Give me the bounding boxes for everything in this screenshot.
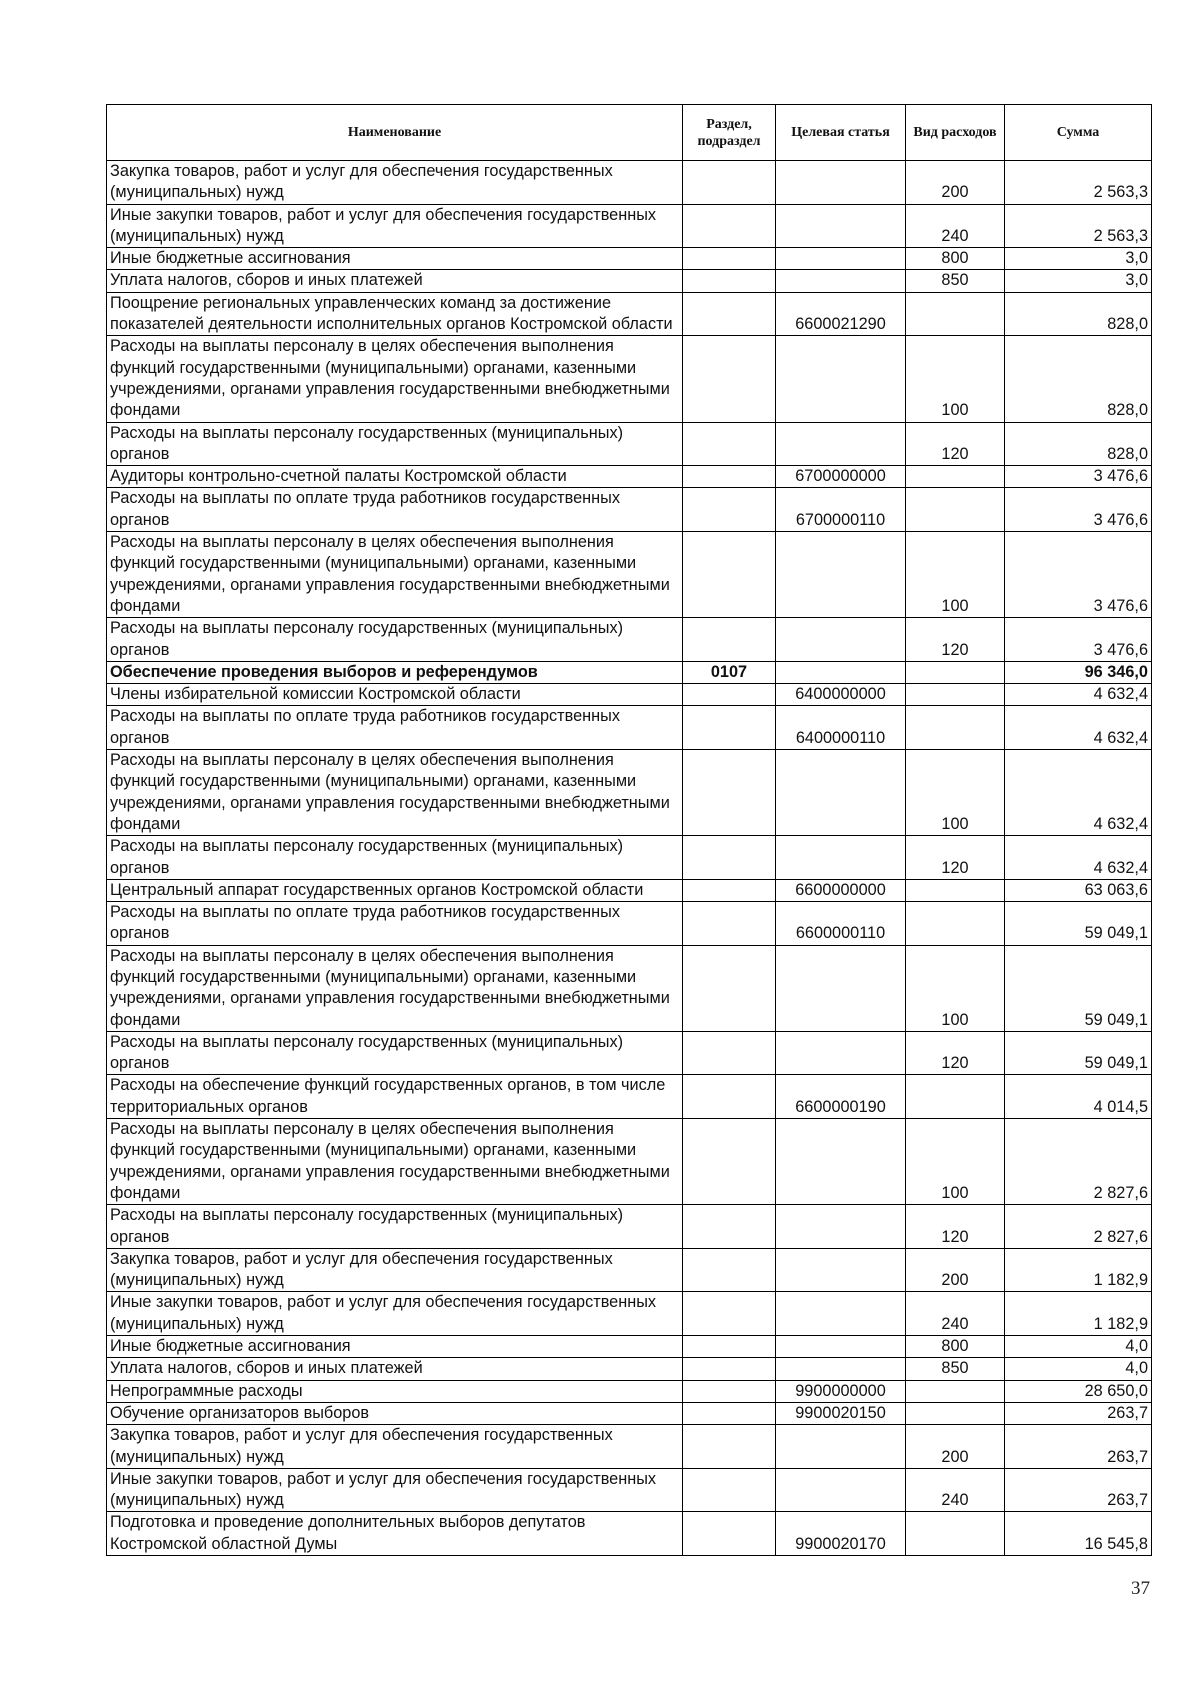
cell-section	[683, 1402, 776, 1424]
table-body	[107, 161, 1152, 1556]
cell-sum: 28 650,0	[1005, 1380, 1152, 1402]
cell-name: Расходы на выплаты по оплате труда работников государственных органов	[107, 902, 683, 946]
cell-sum: 2 563,3	[1005, 161, 1152, 205]
cell-name: Подготовка и проведение дополнительных выборов депутатов Костромской областной Думы	[107, 1512, 683, 1556]
cell-target	[776, 161, 906, 205]
cell-name: Расходы на выплаты персоналу государственных (муниципальных) органов	[107, 1205, 683, 1249]
table-row	[107, 488, 1152, 532]
cell-name: Закупка товаров, работ и услуг для обеспечения государственных (муниципальных) нужд	[107, 1425, 683, 1469]
cell-kind: 100	[906, 945, 1005, 1031]
table-row	[107, 161, 1152, 205]
cell-section	[683, 1380, 776, 1402]
cell-kind	[906, 1402, 1005, 1424]
cell-sum: 4 632,4	[1005, 750, 1152, 836]
cell-name: Расходы на выплаты персоналу в целях обеспечения выполнения функций государственными (муниципальными) органами, казенными учреждениями, органами управления государственными внебюджетными фондами	[107, 532, 683, 618]
cell-sum: 3,0	[1005, 248, 1152, 270]
cell-name: Расходы на выплаты персоналу в целях обеспечения выполнения функций государственными (муниципальными) органами, казенными учреждениями, органами управления государственными внебюджетными фондами	[107, 1119, 683, 1205]
cell-target: 6700000110	[776, 488, 906, 532]
cell-target: 6400000000	[776, 684, 906, 706]
table-row	[107, 1468, 1152, 1512]
cell-target	[776, 661, 906, 683]
cell-section	[683, 1119, 776, 1205]
table-row	[107, 1075, 1152, 1119]
table-row	[107, 422, 1152, 466]
cell-kind: 200	[906, 161, 1005, 205]
cell-name: Расходы на выплаты персоналу государственных (муниципальных) органов	[107, 836, 683, 880]
cell-name: Обучение организаторов выборов	[107, 1402, 683, 1424]
cell-sum: 4,0	[1005, 1358, 1152, 1380]
cell-target	[776, 1358, 906, 1380]
cell-target	[776, 836, 906, 880]
cell-target	[776, 1205, 906, 1249]
cell-sum: 4 632,4	[1005, 706, 1152, 750]
cell-kind	[906, 488, 1005, 532]
cell-target	[776, 1425, 906, 1469]
header-row	[107, 105, 1152, 161]
cell-name: Иные закупки товаров, работ и услуг для обеспечения государственных (муниципальных) нужд	[107, 1468, 683, 1512]
table-row	[107, 204, 1152, 248]
cell-kind: 100	[906, 750, 1005, 836]
cell-name: Расходы на выплаты по оплате труда работников государственных органов	[107, 488, 683, 532]
cell-sum: 4 632,4	[1005, 836, 1152, 880]
cell-target	[776, 1119, 906, 1205]
cell-name: Расходы на выплаты персоналу государственных (муниципальных) органов	[107, 422, 683, 466]
cell-kind: 240	[906, 1292, 1005, 1336]
cell-target	[776, 1248, 906, 1292]
table-row	[107, 1358, 1152, 1380]
cell-name: Расходы на выплаты персоналу в целях обеспечения выполнения функций государственными (муниципальными) органами, казенными учреждениями, органами управления государственными внебюджетными фондами	[107, 945, 683, 1031]
cell-sum: 63 063,6	[1005, 879, 1152, 901]
cell-kind: 200	[906, 1248, 1005, 1292]
table-row	[107, 684, 1152, 706]
cell-kind: 120	[906, 1205, 1005, 1249]
table-row	[107, 945, 1152, 1031]
cell-name: Расходы на выплаты персоналу в целях обеспечения выполнения функций государственными (муниципальными) органами, казенными учреждениями, органами управления государственными внебюджетными фондами	[107, 750, 683, 836]
cell-name: Расходы на обеспечение функций государственных органов, в том числе территориальных органов	[107, 1075, 683, 1119]
table-row	[107, 1425, 1152, 1469]
cell-kind	[906, 1380, 1005, 1402]
cell-kind: 120	[906, 618, 1005, 662]
cell-section: 0107	[683, 661, 776, 683]
table-row	[107, 466, 1152, 488]
cell-target: 6600000000	[776, 879, 906, 901]
cell-name: Аудиторы контрольно-счетной палаты Костромской области	[107, 466, 683, 488]
table-row	[107, 618, 1152, 662]
cell-section	[683, 902, 776, 946]
table-row	[107, 1336, 1152, 1358]
cell-kind: 240	[906, 1468, 1005, 1512]
cell-sum: 3 476,6	[1005, 466, 1152, 488]
header-name: Наименование	[107, 105, 683, 161]
cell-name: Центральный аппарат государственных органов Костромской области	[107, 879, 683, 901]
cell-name: Иные бюджетные ассигнования	[107, 1336, 683, 1358]
cell-name: Уплата налогов, сборов и иных платежей	[107, 270, 683, 292]
cell-sum: 2 563,3	[1005, 204, 1152, 248]
cell-target: 9900000000	[776, 1380, 906, 1402]
page-number: 37	[1131, 1578, 1150, 1599]
cell-target: 6600000110	[776, 902, 906, 946]
header-kind: Вид расходов	[906, 105, 1005, 161]
header-target: Целевая статья	[776, 105, 906, 161]
header-section: Раздел, подраздел	[683, 105, 776, 161]
cell-sum: 3 476,6	[1005, 618, 1152, 662]
table-row	[107, 1292, 1152, 1336]
cell-sum: 263,7	[1005, 1402, 1152, 1424]
table-row	[107, 1380, 1152, 1402]
cell-sum: 263,7	[1005, 1425, 1152, 1469]
cell-sum: 828,0	[1005, 336, 1152, 422]
table-row	[107, 879, 1152, 901]
table-row	[107, 1119, 1152, 1205]
cell-section	[683, 618, 776, 662]
cell-target	[776, 1031, 906, 1075]
cell-target	[776, 750, 906, 836]
cell-sum: 263,7	[1005, 1468, 1152, 1512]
cell-section	[683, 204, 776, 248]
table-row	[107, 248, 1152, 270]
cell-sum: 1 182,9	[1005, 1292, 1152, 1336]
cell-name: Расходы на выплаты персоналу государственных (муниципальных) органов	[107, 618, 683, 662]
cell-section	[683, 1425, 776, 1469]
table-row	[107, 1512, 1152, 1556]
cell-kind	[906, 879, 1005, 901]
cell-section	[683, 161, 776, 205]
table-row	[107, 661, 1152, 683]
cell-section	[683, 1292, 776, 1336]
cell-kind	[906, 466, 1005, 488]
cell-sum: 16 545,8	[1005, 1512, 1152, 1556]
budget-table	[106, 104, 1152, 1556]
cell-target	[776, 336, 906, 422]
header-sum: Сумма	[1005, 105, 1152, 161]
cell-section	[683, 270, 776, 292]
table-row	[107, 336, 1152, 422]
cell-target: 6700000000	[776, 466, 906, 488]
cell-name: Уплата налогов, сборов и иных платежей	[107, 1358, 683, 1380]
table-row	[107, 270, 1152, 292]
cell-target	[776, 270, 906, 292]
cell-section	[683, 684, 776, 706]
cell-kind: 100	[906, 1119, 1005, 1205]
cell-target	[776, 422, 906, 466]
cell-section	[683, 1336, 776, 1358]
cell-section	[683, 836, 776, 880]
cell-section	[683, 422, 776, 466]
cell-section	[683, 1205, 776, 1249]
cell-sum: 4 632,4	[1005, 684, 1152, 706]
cell-sum: 59 049,1	[1005, 1031, 1152, 1075]
cell-section	[683, 1468, 776, 1512]
table-row	[107, 292, 1152, 336]
cell-sum: 1 182,9	[1005, 1248, 1152, 1292]
cell-name: Расходы на выплаты персоналу в целях обеспечения выполнения функций государственными (муниципальными) органами, казенными учреждениями, органами управления государственными внебюджетными фондами	[107, 336, 683, 422]
cell-name: Иные закупки товаров, работ и услуг для обеспечения государственных (муниципальных) нужд	[107, 1292, 683, 1336]
cell-kind: 120	[906, 1031, 1005, 1075]
cell-sum: 2 827,6	[1005, 1119, 1152, 1205]
cell-section	[683, 1512, 776, 1556]
cell-section	[683, 488, 776, 532]
cell-target	[776, 1468, 906, 1512]
cell-target	[776, 204, 906, 248]
cell-sum: 4 014,5	[1005, 1075, 1152, 1119]
cell-kind: 120	[906, 422, 1005, 466]
cell-name: Члены избирательной комиссии Костромской области	[107, 684, 683, 706]
cell-name: Непрограммные расходы	[107, 1380, 683, 1402]
cell-sum: 2 827,6	[1005, 1205, 1152, 1249]
cell-kind: 240	[906, 204, 1005, 248]
cell-section	[683, 1031, 776, 1075]
cell-section	[683, 750, 776, 836]
table-row	[107, 532, 1152, 618]
cell-kind: 200	[906, 1425, 1005, 1469]
table-row	[107, 1248, 1152, 1292]
cell-kind: 120	[906, 836, 1005, 880]
cell-kind: 850	[906, 270, 1005, 292]
cell-target: 6400000110	[776, 706, 906, 750]
cell-name: Иные бюджетные ассигнования	[107, 248, 683, 270]
cell-kind	[906, 1512, 1005, 1556]
table-row	[107, 1205, 1152, 1249]
cell-kind	[906, 661, 1005, 683]
cell-sum: 828,0	[1005, 292, 1152, 336]
cell-target: 9900020150	[776, 1402, 906, 1424]
cell-kind	[906, 292, 1005, 336]
cell-name: Иные закупки товаров, работ и услуг для обеспечения государственных (муниципальных) нужд	[107, 204, 683, 248]
cell-section	[683, 292, 776, 336]
cell-sum: 3,0	[1005, 270, 1152, 292]
cell-kind: 100	[906, 336, 1005, 422]
cell-section	[683, 1075, 776, 1119]
cell-sum: 3 476,6	[1005, 488, 1152, 532]
table-row	[107, 902, 1152, 946]
cell-target	[776, 532, 906, 618]
cell-name: Закупка товаров, работ и услуг для обеспечения государственных (муниципальных) нужд	[107, 1248, 683, 1292]
cell-sum: 3 476,6	[1005, 532, 1152, 618]
cell-kind	[906, 706, 1005, 750]
cell-kind	[906, 1075, 1005, 1119]
cell-name: Расходы на выплаты по оплате труда работников государственных органов	[107, 706, 683, 750]
cell-kind: 850	[906, 1358, 1005, 1380]
cell-section	[683, 1358, 776, 1380]
cell-name: Закупка товаров, работ и услуг для обеспечения государственных (муниципальных) нужд	[107, 161, 683, 205]
cell-name: Расходы на выплаты персоналу государственных (муниципальных) органов	[107, 1031, 683, 1075]
cell-section	[683, 248, 776, 270]
table-row	[107, 836, 1152, 880]
table-row	[107, 706, 1152, 750]
table-row	[107, 1402, 1152, 1424]
cell-sum: 59 049,1	[1005, 902, 1152, 946]
cell-section	[683, 1248, 776, 1292]
cell-sum: 4,0	[1005, 1336, 1152, 1358]
cell-section	[683, 336, 776, 422]
cell-section	[683, 879, 776, 901]
cell-kind: 800	[906, 1336, 1005, 1358]
cell-name: Поощрение региональных управленческих команд за достижение показателей деятельности исполнительных органов Костромской области	[107, 292, 683, 336]
table-row	[107, 1031, 1152, 1075]
cell-target	[776, 1292, 906, 1336]
cell-kind	[906, 902, 1005, 946]
cell-section	[683, 945, 776, 1031]
cell-target	[776, 248, 906, 270]
cell-name: Обеспечение проведения выборов и референдумов	[107, 661, 683, 683]
cell-target: 9900020170	[776, 1512, 906, 1556]
cell-kind: 100	[906, 532, 1005, 618]
cell-sum: 59 049,1	[1005, 945, 1152, 1031]
cell-section	[683, 466, 776, 488]
cell-section	[683, 706, 776, 750]
cell-target	[776, 618, 906, 662]
table-header	[107, 105, 1152, 161]
cell-kind	[906, 684, 1005, 706]
cell-target: 6600000190	[776, 1075, 906, 1119]
cell-sum: 96 346,0	[1005, 661, 1152, 683]
cell-sum: 828,0	[1005, 422, 1152, 466]
cell-section	[683, 532, 776, 618]
cell-target	[776, 945, 906, 1031]
cell-kind: 800	[906, 248, 1005, 270]
table-row	[107, 750, 1152, 836]
cell-target	[776, 1336, 906, 1358]
cell-target: 6600021290	[776, 292, 906, 336]
